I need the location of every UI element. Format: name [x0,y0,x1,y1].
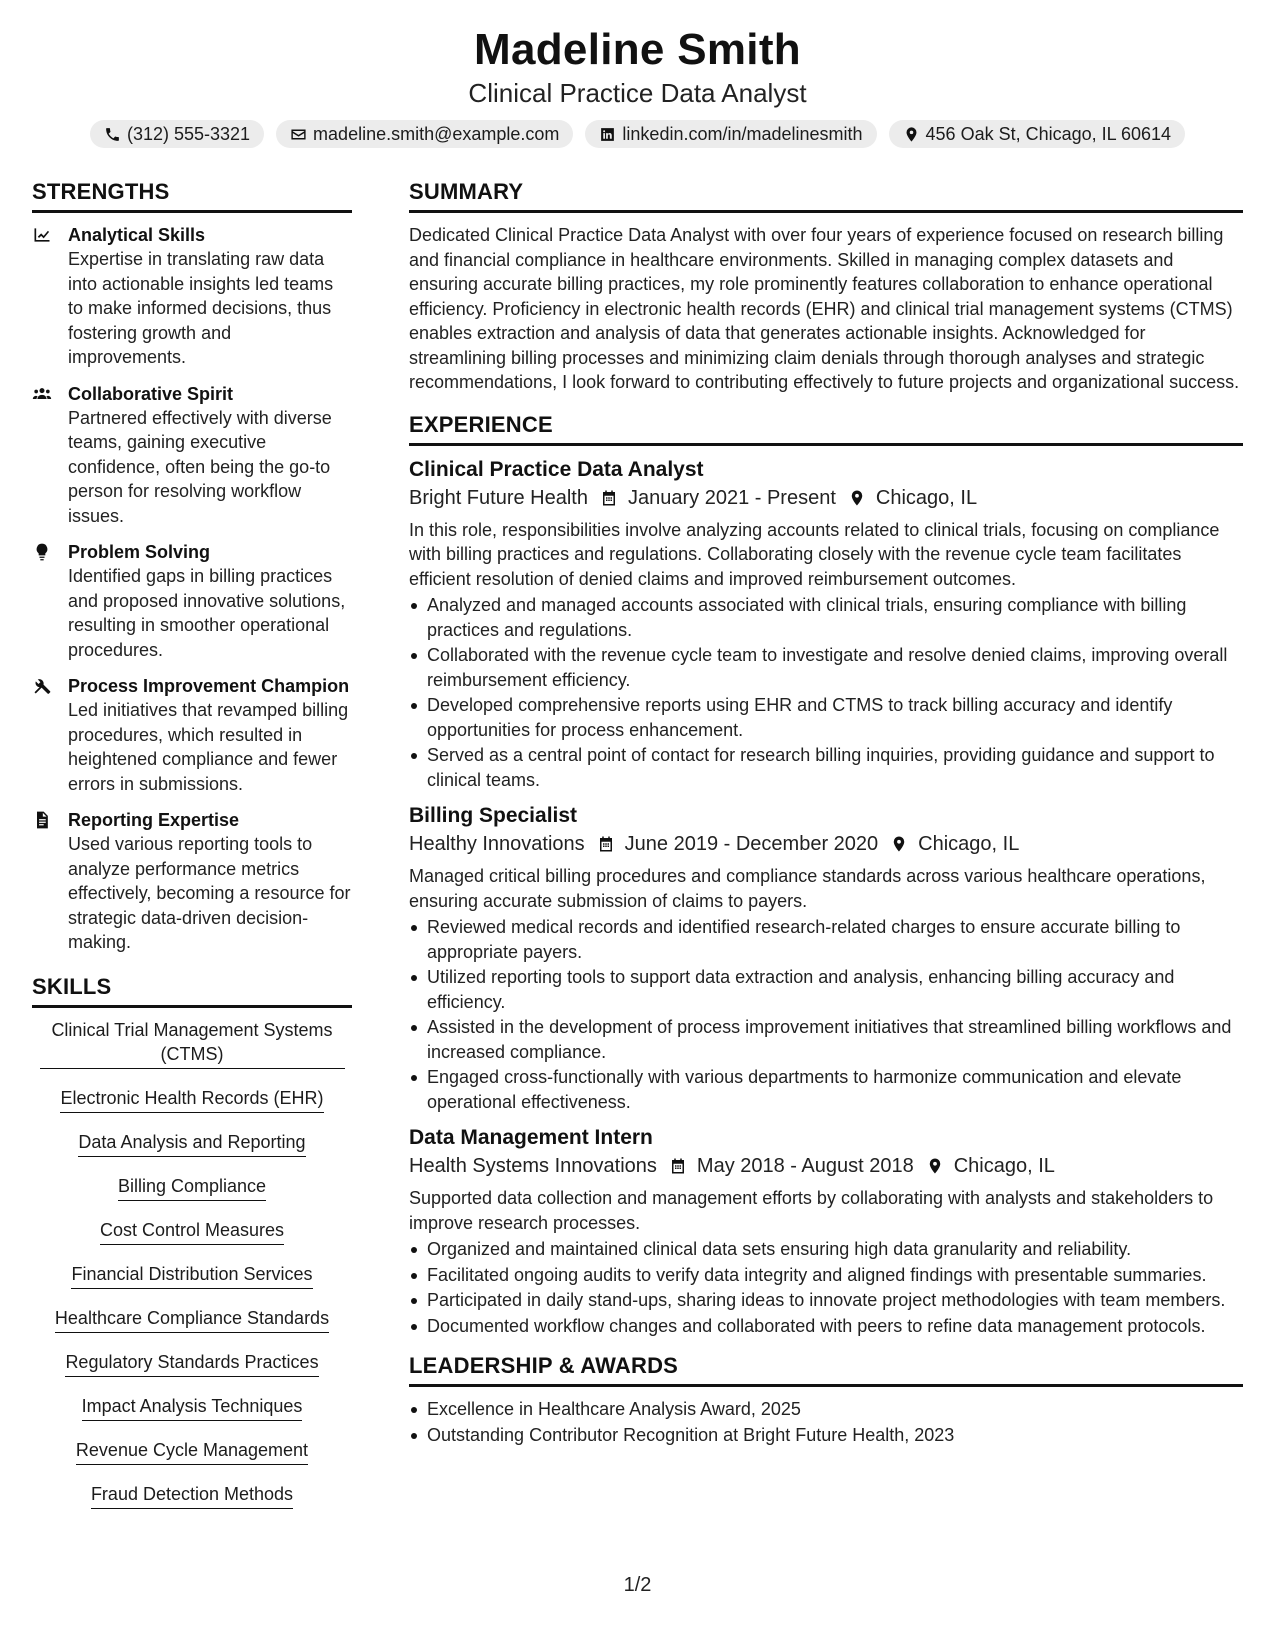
strength-item [32,382,352,529]
email-icon [290,126,307,143]
job-location: Chicago, IL [875,486,978,509]
job-desc: Managed critical billing procedures and compliance standards across various healthcare operations, ensuring accurate submission of claims to payers. [409,866,1206,911]
skill-item: Impact Analysis Techniques [82,1394,303,1421]
strength-title: Problem Solving [68,542,211,562]
job-meta [409,484,1243,512]
job-location: Chicago, IL [953,1155,1055,1177]
skill-item: Electronic Health Records (EHR) [60,1086,323,1113]
strength-desc: Used various reporting tools to analyze performance metrics effectively, becoming a resource for strategic data-driven decision-making. [68,834,351,952]
summary-text: Dedicated Clinical Practice Data Analyst with over four years of experience focused on research billing and financial compliance in healthcare environments. Skilled in managing complex datasets and ensuring accurate billing practices, my role prominently features collaboration to enhance operational efficiency. Proficiency in electronic health records (EHR) and clinical trial management systems (CTMS) enables extraction and analysis of data that generates actionable insights. Acknowledged for streamlining billing processes and minimizing claim denials through thorough analyses and strategic recommendations, I look forward to contributing effectively to future projects and organizational success. [409,225,1240,392]
strength-title: Process Improvement Champion [68,676,350,696]
skills-list [32,1018,352,1526]
job-title: Data Management Intern [409,1126,653,1149]
users-icon [32,384,52,404]
job-company: Healthy Innovations [409,833,585,855]
resume-header [0,0,1275,148]
strength-desc: Expertise in translating raw data into actionable insights led teams to make informed decisions, thus fostering growth and improvements. [68,249,334,367]
candidate-name: Madeline Smith [474,25,801,74]
strength-item [32,674,352,796]
document-icon [32,810,52,830]
strength-item [32,223,352,370]
skill-item: Revenue Cycle Management [76,1438,308,1465]
chart-line-icon [32,225,52,245]
job-title: Clinical Practice Data Analyst [409,457,704,481]
job-title: Billing Specialist [409,804,578,827]
job-meta [409,1152,1243,1180]
page-number: 1/2 [623,1574,652,1596]
contact-linkedin[interactable] [585,120,876,148]
list-item: Analyzed and managed accounts associated with clinical trials, ensuring compliance with billing practices and regulations. [409,593,1243,642]
skill-item: Financial Distribution Services [71,1262,312,1289]
job-dates: January 2021 - Present [627,486,836,509]
strength-item [32,540,352,662]
list-item: Facilitated ongoing audits to verify data integrity and aligned findings with presentable summaries. [409,1263,1243,1288]
location-icon [926,1157,944,1175]
contact-address-text: 456 Oak St, Chicago, IL 60614 [925,124,1172,144]
calendar-icon [669,1157,687,1175]
skill-item: Cost Control Measures [100,1218,284,1245]
job-bullets [409,593,1243,792]
location-icon [903,126,920,143]
job-entry [409,1124,1243,1338]
skill-item: Billing Compliance [118,1174,266,1201]
job-company: Bright Future Health [409,486,588,509]
strengths-heading: STRENGTHS [32,178,352,213]
contact-phone-text: (312) 555-3321 [126,124,251,144]
list-item: Participated in daily stand-ups, sharing ideas to innovate project methodologies with team members. [409,1288,1243,1313]
tools-icon [32,676,52,696]
right-column [409,178,1243,1448]
contact-linkedin-text: linkedin.com/in/madelinesmith [622,124,863,144]
job-location: Chicago, IL [918,833,1020,855]
list-item: Engaged cross-functionally with various departments to harmonize communication and elevate operational effectiveness. [409,1065,1243,1114]
skill-item: Data Analysis and Reporting [78,1130,305,1157]
strength-title: Reporting Expertise [68,810,240,830]
strength-desc: Partnered effectively with diverse teams, gaining executive confidence, often being the go-to person for resolving workflow issues. [68,407,332,526]
left-column [32,178,352,1526]
summary-heading: SUMMARY [409,178,1243,213]
lightbulb-icon [32,542,52,562]
calendar-icon [600,489,618,507]
skill-item: Fraud Detection Methods [91,1482,293,1509]
list-item: Collaborated with the revenue cycle team to investigate and resolve denied claims, improving overall reimbursement efficiency. [409,643,1243,692]
strength-desc: Led initiatives that revamped billing procedures, which resulted in heightened compliance and fewer errors in submissions. [68,700,349,794]
contact-email-text: madeline.smith@example.com [313,124,560,144]
job-dates: June 2019 - December 2020 [624,833,879,855]
list-item: Served as a central point of contact for research billing inquiries, providing guidance and support to clinical teams. [409,743,1243,792]
list-item: Organized and maintained clinical data sets ensuring high data granularity and reliability. [409,1237,1243,1262]
list-item: Developed comprehensive reports using EHR and CTMS to track billing accuracy and identify opportunities for process enhancement. [409,693,1243,742]
job-entry [409,456,1243,793]
job-bullets [409,1237,1243,1338]
awards-list [409,1397,1243,1447]
candidate-title: Clinical Practice Data Analyst [468,78,807,108]
awards-heading: LEADERSHIP & AWARDS [409,1352,1243,1387]
list-item: Assisted in the development of process improvement initiatives that streamlined billing workflows and increased compliance. [409,1015,1243,1064]
contact-address [889,120,1186,148]
contact-bar [0,120,1275,148]
job-entry [409,802,1243,1114]
job-company: Health Systems Innovations [409,1155,657,1177]
list-item: Documented workflow changes and collaborated with peers to refine data management protocols. [409,1314,1243,1339]
skill-item: Regulatory Standards Practices [65,1350,318,1377]
phone-icon [104,126,121,143]
calendar-icon [597,835,615,853]
skill-item: Clinical Trial Management Systems (CTMS) [40,1018,345,1069]
list-item: Excellence in Healthcare Analysis Award, 2025 [409,1397,1243,1422]
location-icon [848,489,866,507]
contact-phone[interactable] [90,120,264,148]
job-desc: Supported data collection and management efforts by collaborating with analysts and stakeholders to improve research processes. [409,1188,1214,1233]
strength-title: Analytical Skills [68,225,206,245]
strength-desc: Identified gaps in billing practices and proposed innovative solutions, resulting in smoother operational procedures. [68,566,346,660]
skill-item: Healthcare Compliance Standards [55,1306,329,1333]
contact-email[interactable] [276,120,573,148]
strength-item [32,808,352,955]
skills-heading: SKILLS [32,973,352,1008]
job-meta [409,830,1243,858]
linkedin-icon [599,126,616,143]
job-dates: May 2018 - August 2018 [696,1155,914,1177]
list-item: Utilized reporting tools to support data extraction and analysis, enhancing billing accuracy and efficiency. [409,965,1243,1014]
job-desc: In this role, responsibilities involve analyzing accounts related to clinical trials, focusing on compliance with billing practices and regulations. Collaborating closely with the revenue cycle team facilitates efficient resolution of denied claims and improved reimbursement outcomes. [409,519,1220,589]
job-bullets [409,915,1243,1114]
experience-heading: EXPERIENCE [409,411,1243,446]
strength-title: Collaborative Spirit [68,383,234,404]
list-item: Outstanding Contributor Recognition at Bright Future Health, 2023 [409,1423,1243,1448]
location-icon [890,835,908,853]
list-item: Reviewed medical records and identified research-related charges to ensure accurate billing to appropriate payers. [409,915,1243,964]
